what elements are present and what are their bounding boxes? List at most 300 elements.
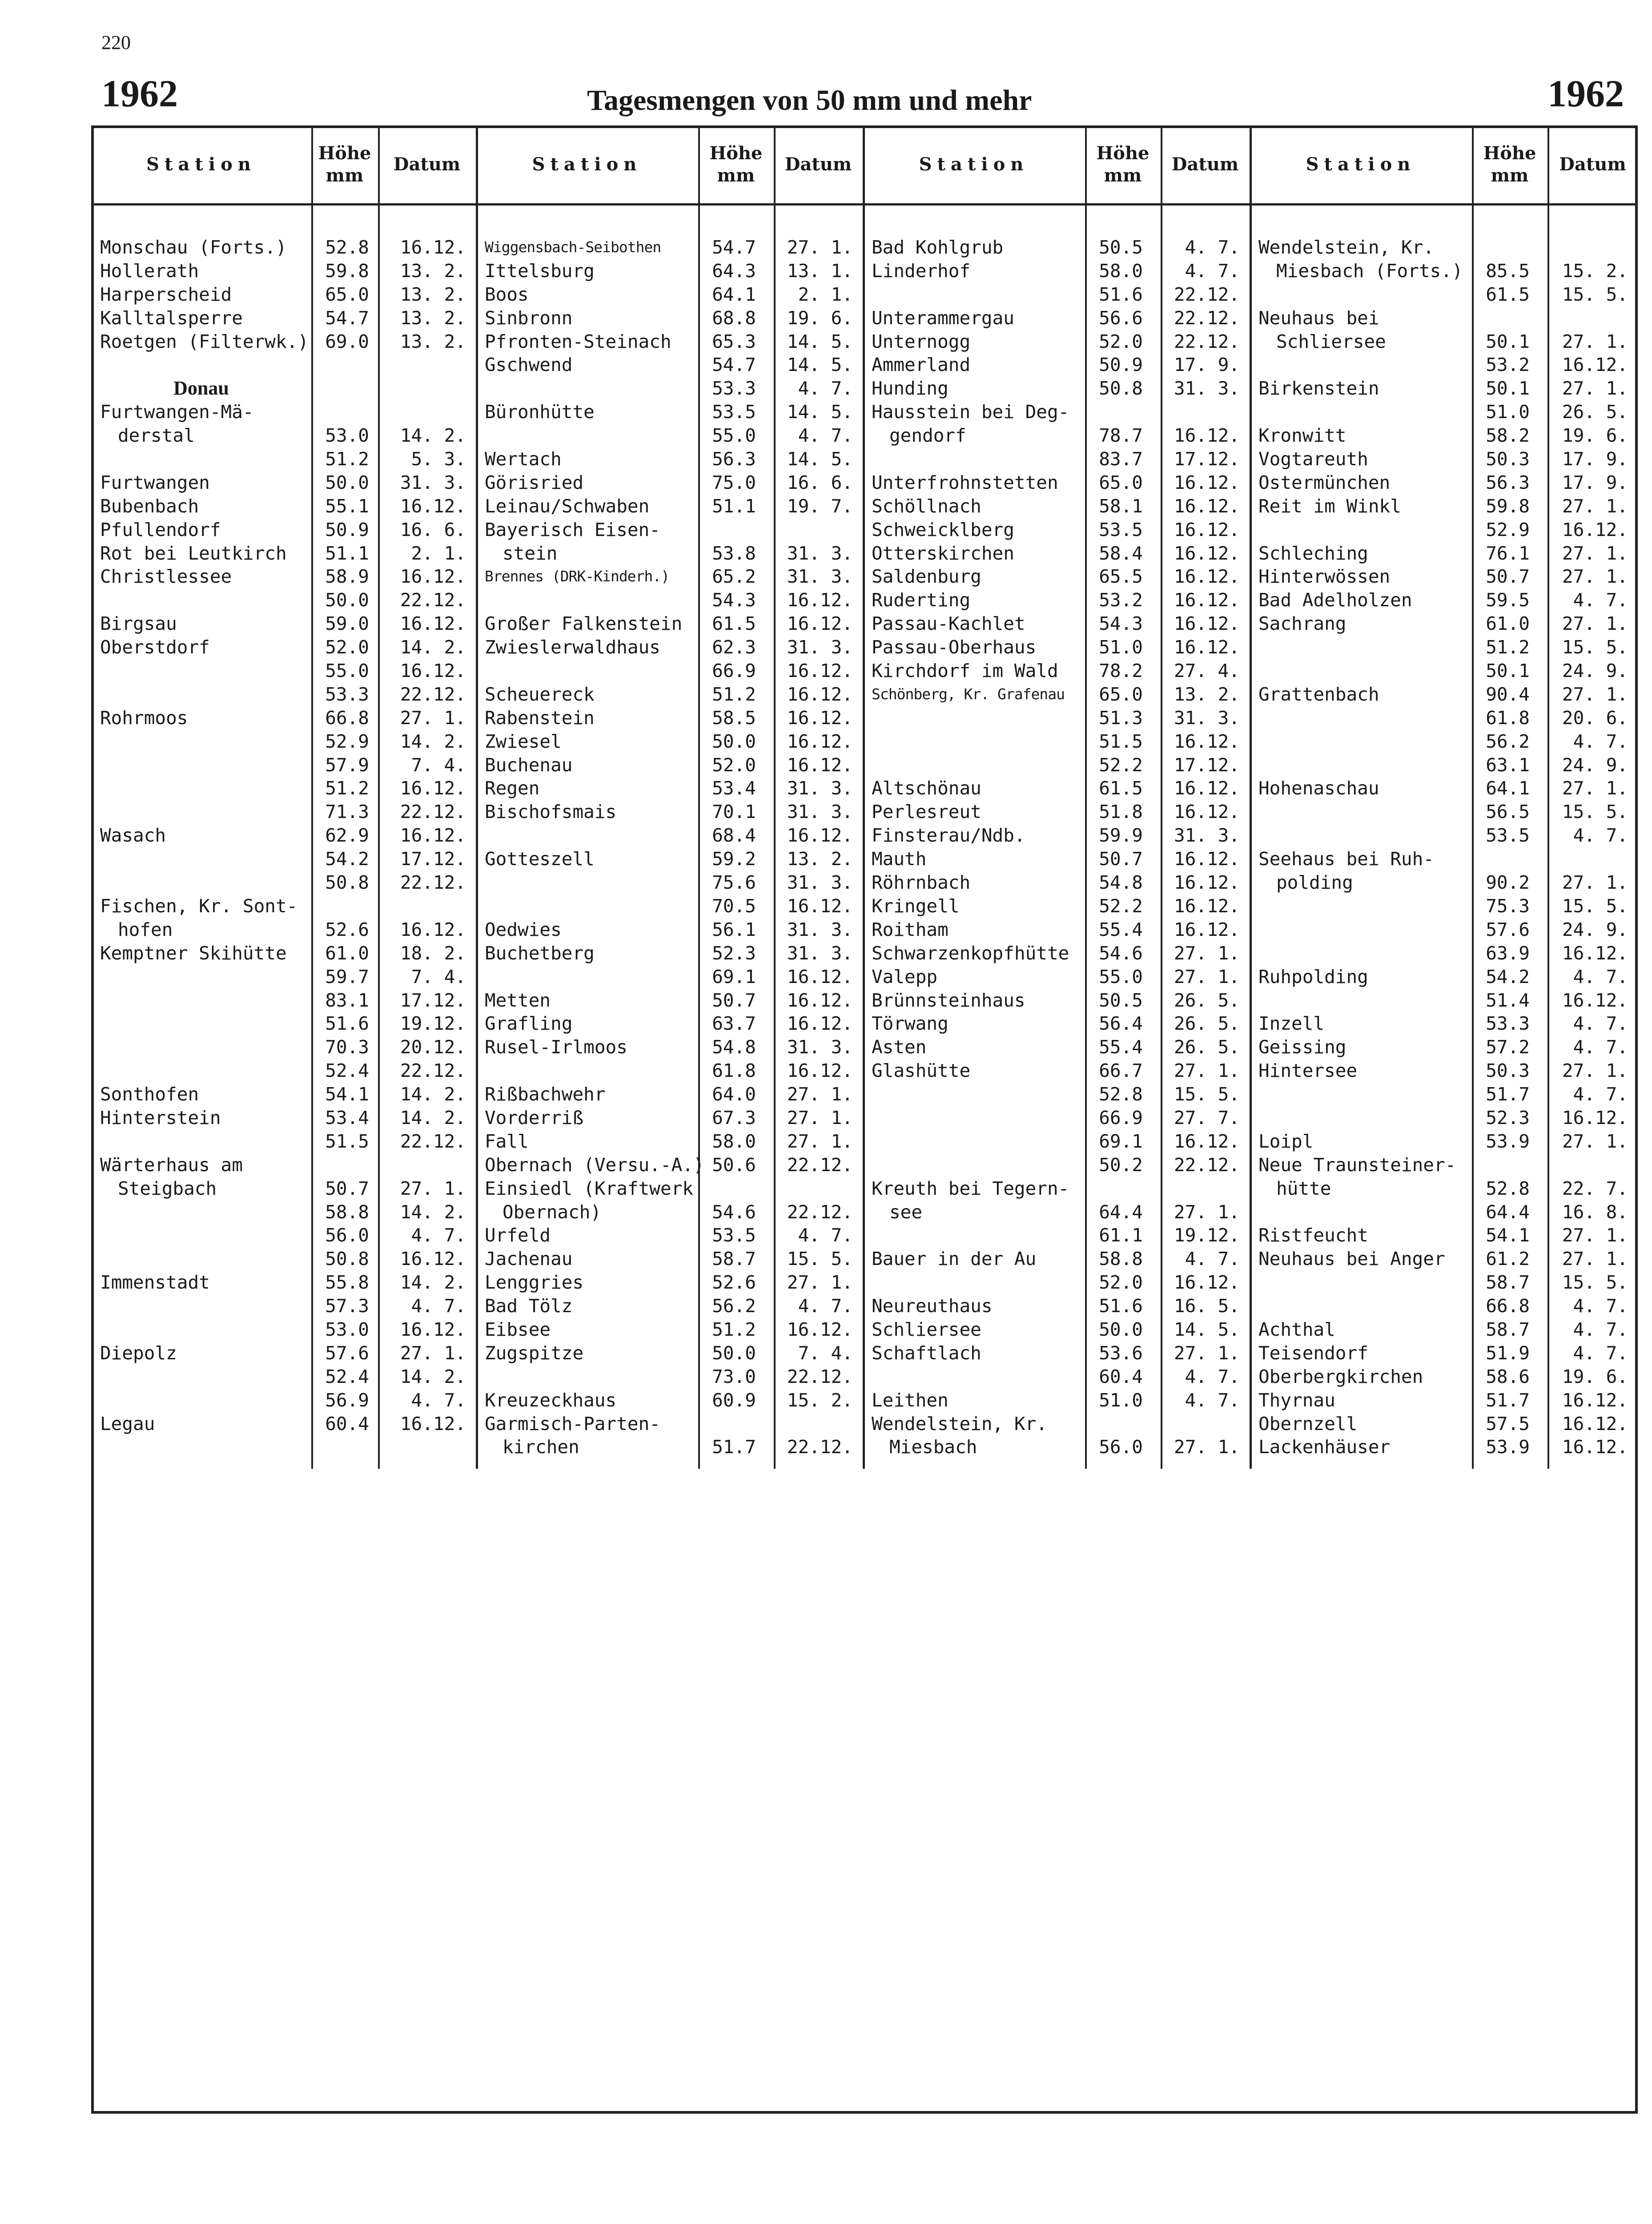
station-name: Brünnsteinhaus: [872, 989, 1025, 1011]
datum-value: 16.12.: [1174, 730, 1240, 752]
hoehe-value: 70.5: [712, 895, 756, 917]
station-name: Wiggensbach-Seibothen: [485, 238, 661, 256]
datum-value: 4. 7.: [1573, 1295, 1628, 1317]
header-datum-label: Datum: [393, 153, 461, 175]
table-row: [476, 683, 863, 706]
datum-value: 22. 7.: [1562, 1177, 1628, 1199]
station-name: Roitham: [872, 919, 949, 940]
header-hoehe: [698, 125, 774, 203]
table-row: [91, 894, 476, 918]
datum-value: 14. 2.: [400, 1366, 466, 1387]
table-row: [476, 1342, 863, 1365]
table-row: [863, 659, 1250, 683]
station-name: Sachrang: [1258, 613, 1347, 635]
datum-value: 15. 5.: [1174, 1084, 1240, 1105]
hoehe-value: 51.2: [712, 1318, 756, 1340]
datum-value: 17. 9.: [1562, 471, 1628, 493]
datum-value: 16.12.: [400, 495, 466, 517]
table-row: [476, 353, 863, 377]
station-name: Schöllnach: [872, 495, 981, 517]
table-row: [91, 353, 476, 377]
datum-value: 16.12.: [1174, 589, 1240, 611]
hoehe-value: 52.9: [1486, 519, 1530, 540]
hoehe-value: 65.0: [1099, 471, 1143, 493]
station-name: Lenggries: [485, 1272, 584, 1293]
hoehe-value: 65.0: [1099, 683, 1143, 705]
datum-value: 27. 1.: [1562, 872, 1628, 894]
table-row: [1250, 659, 1638, 683]
table-row: [91, 730, 476, 753]
hoehe-value: 50.9: [1099, 354, 1143, 376]
hoehe-value: 58.8: [325, 1201, 369, 1223]
hoehe-value: 56.2: [1486, 730, 1530, 752]
datum-value: 22.12.: [787, 1201, 853, 1223]
station-name: Teisendorf: [1258, 1342, 1368, 1364]
station-name: gendorf: [889, 425, 966, 447]
station-name: Rohrmoos: [100, 707, 188, 729]
station-name: Wendelstein, Kr.: [1258, 237, 1434, 258]
datum-value: 16.12.: [787, 683, 853, 705]
hoehe-value: 61.8: [712, 1060, 756, 1082]
table-row: [1250, 965, 1638, 989]
station-name: Ruderting: [872, 589, 971, 611]
table-row: [1250, 894, 1638, 918]
station-name: Brennes (DRK-Kinderh.): [485, 568, 670, 585]
table-row: [476, 306, 863, 330]
hoehe-value: 52.0: [1099, 1272, 1143, 1293]
station-name: Birkenstein: [1258, 378, 1379, 399]
table-row: [476, 918, 863, 942]
datum-value: 31. 3.: [787, 542, 853, 564]
table-row: [91, 847, 476, 871]
table-row: [91, 636, 476, 659]
table-row: [863, 353, 1250, 377]
hoehe-value: 53.9: [1486, 1436, 1530, 1458]
table-row: [91, 1130, 476, 1153]
table-row: [91, 1106, 476, 1130]
datum-value: 27. 1.: [1562, 1130, 1628, 1152]
hoehe-value: 64.3: [712, 260, 756, 282]
table-row: [863, 942, 1250, 965]
table-row: [476, 753, 863, 777]
datum-value: 31. 3.: [787, 942, 853, 964]
station-name: Rißbachwehr: [485, 1084, 606, 1105]
hoehe-value: 55.4: [1099, 1036, 1143, 1058]
datum-value: 16.12.: [787, 966, 853, 987]
table-row: [91, 918, 476, 942]
table-row: [1250, 1247, 1638, 1271]
datum-value: 22.12.: [1174, 307, 1240, 329]
hoehe-value: 51.5: [1099, 730, 1143, 752]
hoehe-value: 52.6: [712, 1272, 756, 1293]
hoehe-value: 51.6: [1099, 1295, 1143, 1317]
station-name: Lackenhäuser: [1258, 1436, 1391, 1458]
table-row: [1250, 447, 1638, 471]
hoehe-value: 65.5: [1099, 566, 1143, 588]
station-name: Ruhpolding: [1258, 966, 1368, 987]
hoehe-value: 53.0: [325, 1318, 369, 1340]
datum-value: 22.12.: [787, 1366, 853, 1387]
table-row: [1250, 824, 1638, 847]
datum-value: 22.12.: [400, 589, 466, 611]
datum-value: 7. 4.: [798, 1342, 853, 1364]
hoehe-value: 75.6: [712, 872, 756, 894]
datum-value: 16.12.: [1174, 919, 1240, 940]
datum-value: 16.12.: [1174, 495, 1240, 517]
station-name: Neuhaus bei: [1258, 307, 1379, 329]
table-row: [1250, 283, 1638, 306]
table-row: [863, 471, 1250, 495]
page-title: Tagesmengen von 50 mm und mehr: [587, 84, 1032, 117]
hoehe-value: 58.7: [1486, 1272, 1530, 1293]
datum-value: 14. 5.: [1174, 1318, 1240, 1340]
table-row: [863, 424, 1250, 447]
table-row: [91, 612, 476, 636]
table-row: [476, 283, 863, 306]
hoehe-value: 50.8: [325, 1248, 369, 1270]
station-name: derstal: [118, 425, 195, 447]
datum-value: 31. 3.: [787, 778, 853, 799]
datum-value: 4. 7.: [1573, 1342, 1628, 1364]
table-row: [91, 236, 476, 259]
datum-value: 4. 7.: [1573, 589, 1628, 611]
hoehe-value: 53.5: [1099, 519, 1143, 540]
datum-value: 14. 5.: [787, 354, 853, 376]
hoehe-value: 55.1: [325, 495, 369, 517]
station-name: Glashütte: [872, 1060, 971, 1082]
datum-value: 31. 3.: [787, 566, 853, 588]
station-name: Finsterau/Ndb.: [872, 825, 1025, 846]
datum-value: 20.12.: [400, 1036, 466, 1058]
hoehe-value: 61.8: [1486, 707, 1530, 729]
table-row: [476, 236, 863, 259]
table-row: [863, 824, 1250, 847]
table-row: [91, 1271, 476, 1294]
datum-value: 14. 2.: [400, 1107, 466, 1128]
hoehe-value: 50.1: [1486, 330, 1530, 352]
table-row: [863, 1271, 1250, 1294]
datum-value: 4. 7.: [798, 378, 853, 399]
hoehe-value: 57.9: [325, 754, 369, 776]
datum-value: 4. 7.: [1573, 966, 1628, 987]
hoehe-value: 66.8: [325, 707, 369, 729]
station-name: Hunding: [872, 378, 949, 399]
hoehe-value: 53.3: [325, 683, 369, 705]
station-name: Bubenbach: [100, 495, 199, 517]
datum-value: 7. 4.: [411, 754, 466, 776]
station-name: Urfeld: [485, 1225, 551, 1246]
hoehe-value: 54.7: [712, 237, 756, 258]
hoehe-value: 50.2: [1099, 1154, 1143, 1176]
datum-value: 2. 1.: [798, 283, 853, 305]
hoehe-value: 60.4: [325, 1413, 369, 1434]
table-row: [1250, 1365, 1638, 1389]
table-row: [91, 377, 476, 400]
datum-value: 18. 2.: [400, 942, 466, 964]
table-row: [863, 730, 1250, 753]
hoehe-value: 58.2: [1486, 425, 1530, 447]
datum-value: 27. 1.: [1562, 330, 1628, 352]
table-row: [476, 1365, 863, 1389]
datum-value: 31. 3.: [787, 919, 853, 940]
station-name: Miesbach: [889, 1436, 977, 1458]
table-row: [1250, 542, 1638, 565]
datum-value: 27. 1.: [787, 237, 853, 258]
table-row: [1250, 753, 1638, 777]
table-row: [863, 847, 1250, 871]
hoehe-value: 60.9: [712, 1389, 756, 1411]
hoehe-value: 64.0: [712, 1084, 756, 1105]
table-row: [1250, 989, 1638, 1012]
hoehe-value: 68.4: [712, 825, 756, 846]
datum-value: 4. 7.: [798, 1225, 853, 1246]
table-row: [91, 1012, 476, 1035]
header-station: [476, 125, 698, 203]
datum-value: 16.12.: [787, 1060, 853, 1082]
datum-value: 22.12.: [1174, 283, 1240, 305]
datum-value: 16.12.: [1562, 1436, 1628, 1458]
datum-value: 31. 3.: [787, 801, 853, 823]
hoehe-value: 52.8: [1099, 1084, 1143, 1105]
hoehe-value: 59.7: [325, 966, 369, 987]
station-name: Röhrnbach: [872, 872, 971, 894]
station-name: Wendelstein, Kr.: [872, 1413, 1047, 1434]
station-name: Oberstdorf: [100, 637, 210, 658]
station-name: Hinterwössen: [1258, 566, 1391, 588]
datum-value: 16.12.: [1562, 989, 1628, 1011]
table-row: [476, 1294, 863, 1318]
table-row: [1250, 1035, 1638, 1059]
hoehe-value: 69.1: [712, 966, 756, 987]
datum-value: 2. 1.: [411, 542, 466, 564]
hoehe-value: 59.0: [325, 613, 369, 635]
hoehe-value: 63.1: [1486, 754, 1530, 776]
datum-value: 16.12.: [1174, 637, 1240, 658]
table-row: [1250, 259, 1638, 283]
table-row: [91, 259, 476, 283]
datum-value: 16.12.: [400, 1248, 466, 1270]
table-row: [91, 565, 476, 588]
datum-value: 15. 5.: [1562, 895, 1628, 917]
datum-value: 16.12.: [1174, 1272, 1240, 1293]
hoehe-value: 53.5: [712, 401, 756, 423]
table-row: [91, 659, 476, 683]
datum-value: 13. 2.: [400, 283, 466, 305]
station-name: Valepp: [872, 966, 938, 987]
station-name: Vogtareuth: [1258, 448, 1368, 470]
datum-value: 4. 7.: [798, 1295, 853, 1317]
hoehe-value: 54.2: [325, 848, 369, 870]
datum-value: 7. 4.: [411, 966, 466, 987]
station-name: Kemptner Skihütte: [100, 942, 287, 964]
datum-value: 16.12.: [1562, 519, 1628, 540]
table-row: [1250, 495, 1638, 518]
datum-value: 4. 7.: [1573, 825, 1628, 846]
header-station: [863, 125, 1085, 203]
hoehe-value: 54.1: [1486, 1225, 1530, 1246]
hoehe-value: 78.2: [1099, 660, 1143, 682]
table-row: [476, 1130, 863, 1153]
table-row: [91, 1389, 476, 1412]
station-name: Leinau/Schwaben: [485, 495, 650, 517]
station-name: polding: [1276, 872, 1353, 894]
table-row: [863, 447, 1250, 471]
datum-value: 15. 5.: [1562, 637, 1628, 658]
table-row: [476, 1247, 863, 1271]
header-station-label: Station: [1306, 154, 1416, 175]
table-row: [863, 1035, 1250, 1059]
hoehe-value: 54.8: [1099, 872, 1143, 894]
hoehe-value: 59.5: [1486, 589, 1530, 611]
datum-value: 20. 6.: [1562, 707, 1628, 729]
datum-value: 16.12.: [1174, 566, 1240, 588]
station-name: Otterskirchen: [872, 542, 1014, 564]
station-name: Hohenaschau: [1258, 778, 1379, 799]
station-name: Fischen, Kr. Sont-: [100, 895, 298, 917]
datum-value: 4. 7.: [1573, 1318, 1628, 1340]
table-row: [476, 612, 863, 636]
table-row: [863, 1083, 1250, 1106]
datum-value: 4. 7.: [1573, 1036, 1628, 1058]
table-row: [863, 706, 1250, 730]
station-name: Obernach (Versu.-A.): [485, 1154, 704, 1176]
table-row: [91, 495, 476, 518]
datum-value: 27. 1.: [787, 1107, 853, 1128]
table-row: [476, 1201, 863, 1224]
table-row: [863, 1365, 1250, 1389]
datum-value: 16.12.: [787, 754, 853, 776]
station-name: Neue Traunsteiner-: [1258, 1154, 1456, 1176]
hoehe-value: 69.0: [325, 330, 369, 352]
table-row: [91, 471, 476, 495]
hoehe-value: 50.0: [325, 471, 369, 493]
hoehe-value: 85.5: [1486, 260, 1530, 282]
hoehe-value: 51.2: [712, 683, 756, 705]
header-datum: [1547, 125, 1638, 203]
table-row: [863, 542, 1250, 565]
station-name: Seehaus bei Ruh-: [1258, 848, 1434, 870]
table-row: [476, 259, 863, 283]
station-name: Einsiedl (Kraftwerk: [485, 1177, 693, 1199]
table-row: [1250, 1153, 1638, 1177]
hoehe-value: 58.1: [1099, 495, 1143, 517]
datum-value: 31. 3.: [1174, 707, 1240, 729]
hoehe-value: 51.7: [712, 1436, 756, 1458]
datum-value: 16.12.: [787, 825, 853, 846]
datum-value: 4. 7.: [1573, 730, 1628, 752]
station-name: Schwarzenkopfhütte: [872, 942, 1069, 964]
datum-value: 27. 1.: [1562, 1060, 1628, 1082]
datum-value: 4. 7.: [411, 1295, 466, 1317]
table-row: [91, 1318, 476, 1342]
datum-value: 27. 1.: [1174, 1342, 1240, 1364]
hoehe-value: 63.9: [1486, 942, 1530, 964]
datum-value: 5. 3.: [411, 448, 466, 470]
station-name: Grafling: [485, 1013, 573, 1035]
hoehe-value: 50.7: [712, 989, 756, 1011]
datum-value: 14. 2.: [400, 1272, 466, 1293]
hoehe-value: 57.6: [325, 1342, 369, 1364]
table-row: [91, 447, 476, 471]
hoehe-value: 83.1: [325, 989, 369, 1011]
table-row: [863, 1012, 1250, 1035]
table-row: [476, 636, 863, 659]
datum-value: 16.12.: [400, 778, 466, 799]
station-name: Obernzell: [1258, 1413, 1358, 1434]
datum-value: 16. 6.: [400, 519, 466, 540]
table-row: [91, 1224, 476, 1247]
hoehe-value: 59.2: [712, 848, 756, 870]
hoehe-value: 56.1: [712, 919, 756, 940]
hoehe-value: 61.0: [325, 942, 369, 964]
header-datum-label: Datum: [1559, 153, 1626, 175]
table-row: [1250, 330, 1638, 354]
station-name: Fall: [485, 1130, 529, 1152]
table-row: [476, 1271, 863, 1294]
table-row: [863, 800, 1250, 824]
datum-value: 14. 5.: [787, 330, 853, 352]
hoehe-value: 50.7: [1486, 566, 1530, 588]
station-name: Schönberg, Kr. Grafenau: [872, 685, 1065, 703]
hoehe-value: 70.3: [325, 1036, 369, 1058]
datum-value: 16.12.: [787, 1013, 853, 1035]
table-row: [476, 965, 863, 989]
station-name: Obernach): [502, 1201, 602, 1223]
station-name: Neuhaus bei Anger: [1258, 1248, 1445, 1270]
table-row: [91, 542, 476, 565]
header-datum-label: Datum: [1171, 153, 1239, 175]
table-row: [476, 824, 863, 847]
table-row: [1250, 1271, 1638, 1294]
hoehe-value: 66.8: [1486, 1295, 1530, 1317]
station-name: Rot bei Leutkirch: [100, 542, 287, 564]
hoehe-value: 55.0: [712, 425, 756, 447]
table-row: [863, 377, 1250, 400]
hoehe-value: 50.3: [1486, 1060, 1530, 1082]
hoehe-value: 64.4: [1099, 1201, 1143, 1223]
hoehe-value: 59.8: [325, 260, 369, 282]
table-row: [1250, 1294, 1638, 1318]
hoehe-value: 62.3: [712, 637, 756, 658]
hoehe-value: 52.3: [712, 942, 756, 964]
table-row: [1250, 1201, 1638, 1224]
datum-value: 16.12.: [1174, 1130, 1240, 1152]
datum-value: 13. 2.: [787, 848, 853, 870]
hoehe-value: 61.5: [1486, 283, 1530, 305]
hoehe-value: 50.6: [712, 1154, 756, 1176]
table-row: [476, 871, 863, 894]
station-name: Hintersee: [1258, 1060, 1358, 1082]
table-row: [476, 1177, 863, 1201]
table-row: [863, 1177, 1250, 1201]
datum-value: 27. 1.: [1174, 1201, 1240, 1223]
datum-value: 15. 5.: [787, 1248, 853, 1270]
station-name: Kronwitt: [1258, 425, 1347, 447]
station-name: Steigbach: [118, 1177, 217, 1199]
station-name: Bayerisch Eisen-: [485, 519, 660, 540]
header-station: [1250, 125, 1472, 203]
table-row: [863, 1247, 1250, 1271]
hoehe-value: 51.9: [1486, 1342, 1530, 1364]
table-row: [91, 965, 476, 989]
table-row: [863, 1318, 1250, 1342]
hoehe-value: 54.3: [1099, 613, 1143, 635]
table-row: [863, 283, 1250, 306]
datum-value: 24. 9.: [1562, 754, 1628, 776]
station-column: [863, 236, 1250, 1459]
table-row: [91, 1153, 476, 1177]
datum-value: 4. 7.: [1185, 260, 1240, 282]
